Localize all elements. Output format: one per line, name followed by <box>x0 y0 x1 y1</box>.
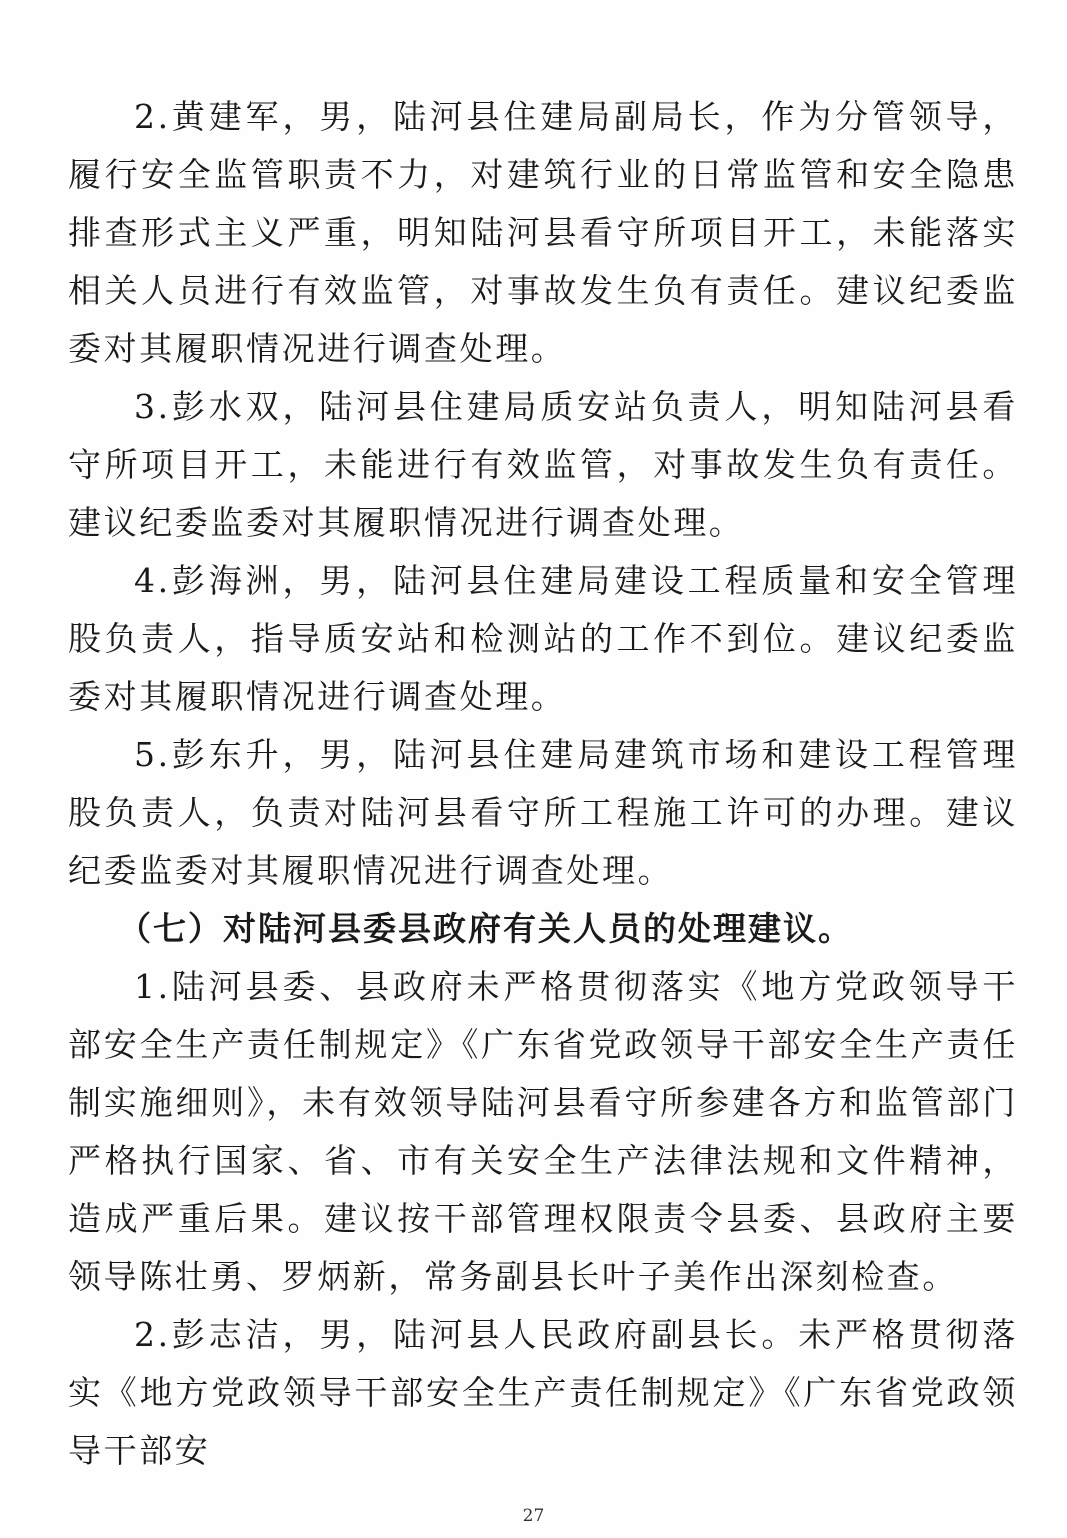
paragraph-item-4: 4.彭海洲，男，陆河县住建局建设工程质量和安全管理股负责人，指导质安站和检测站的工作不到位。建议纪委监委对其履职情况进行调查处理。 <box>68 561 1018 716</box>
section-paragraph-1: 1.陆河县委、县政府未严格贯彻落实《地方党政领导干部安全生产责任制规定》《广东省党政领导干部安全生产责任制实施细则》，未有效领导陆河县看守所参建各方和监管部门严格执行国家、省、市有关安全生产法律法规和文件精神，造成严重后果。建议按干部管理权限责令县委、县政府主要领导陈壮勇、罗炳新，常务副县长叶子美作出深刻检查。 <box>68 967 1018 1296</box>
paragraph-item-5: 5.彭东升，男，陆河县住建局建筑市场和建设工程管理股负责人，负责对陆河县看守所工程施工许可的办理。建议纪委监委对其履职情况进行调查处理。 <box>68 735 1018 890</box>
document-body <box>68 88 1018 1480</box>
section-paragraph-2: 2.彭志洁，男，陆河县人民政府副县长。未严格贯彻落实《地方党政领导干部安全生产责任制规定》《广东省党政领导干部安 <box>68 1315 1018 1470</box>
paragraph-item-2: 2.黄建军，男，陆河县住建局副局长，作为分管领导，履行安全监管职责不力，对建筑行业的日常监管和安全隐患排查形式主义严重，明知陆河县看守所项目开工，未能落实相关人员进行有效监管，对事故发生负有责任。建议纪委监委对其履职情况进行调查处理。 <box>68 97 1018 368</box>
page-number: 27 <box>522 1506 545 1526</box>
paragraph-item-3: 3.彭水双，陆河县住建局质安站负责人，明知陆河县看守所项目开工，未能进行有效监管，对事故发生负有责任。建议纪委监委对其履职情况进行调查处理。 <box>68 387 1018 542</box>
section-heading: （七）对陆河县委县政府有关人员的处理建议。 <box>118 909 853 948</box>
